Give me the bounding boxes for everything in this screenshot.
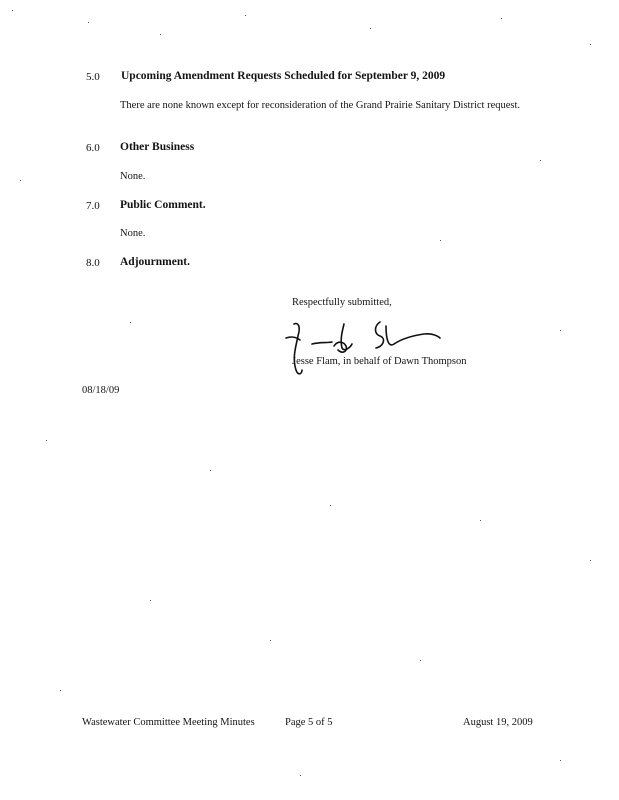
scan-speck [420, 660, 421, 661]
scan-speck [501, 18, 502, 19]
scan-speck [560, 760, 561, 761]
scan-speck [590, 44, 591, 45]
section-6-heading: Other Business [120, 141, 195, 153]
scan-speck [12, 10, 13, 11]
scan-speck [590, 560, 591, 561]
section-6-body: None. [120, 171, 146, 182]
section-7-number: 7.0 [86, 200, 100, 212]
scan-speck [370, 28, 371, 29]
scan-speck [46, 440, 47, 441]
scan-speck [210, 470, 211, 471]
section-5-heading: Upcoming Amendment Requests Scheduled for September 9, 2009 [121, 70, 446, 82]
scan-speck [60, 690, 61, 691]
handwritten-signature [282, 318, 442, 378]
scan-speck [20, 180, 21, 181]
scan-speck [560, 330, 561, 331]
footer-page-number: Page 5 of 5 [285, 717, 333, 728]
scan-speck [330, 505, 331, 506]
scan-speck [300, 775, 301, 776]
footer-date: August 19, 2009 [463, 717, 533, 728]
scan-speck [540, 160, 541, 161]
scan-speck [88, 22, 89, 23]
scan-speck [440, 240, 441, 241]
section-7-body: None. [120, 228, 146, 239]
scan-speck [480, 520, 481, 521]
section-5-number: 5.0 [86, 71, 100, 83]
scan-speck [270, 640, 271, 641]
scan-speck [130, 322, 131, 323]
date-stamp: 08/18/09 [82, 385, 120, 396]
section-6-number: 6.0 [86, 142, 100, 154]
footer-title: Wastewater Committee Meeting Minutes [82, 717, 255, 728]
closing-signer: Jesse Flam, in behalf of Dawn Thompson [292, 356, 467, 367]
scan-speck [160, 34, 161, 35]
section-5-body: There are none known except for reconsideration of the Grand Prairie Sanitary District request. [120, 100, 521, 111]
section-7-heading: Public Comment. [120, 199, 206, 211]
section-8-number: 8.0 [86, 257, 100, 269]
scan-speck [245, 15, 246, 16]
scan-speck [150, 600, 151, 601]
section-8-heading: Adjournment. [120, 256, 190, 268]
closing-salutation: Respectfully submitted, [292, 297, 392, 308]
